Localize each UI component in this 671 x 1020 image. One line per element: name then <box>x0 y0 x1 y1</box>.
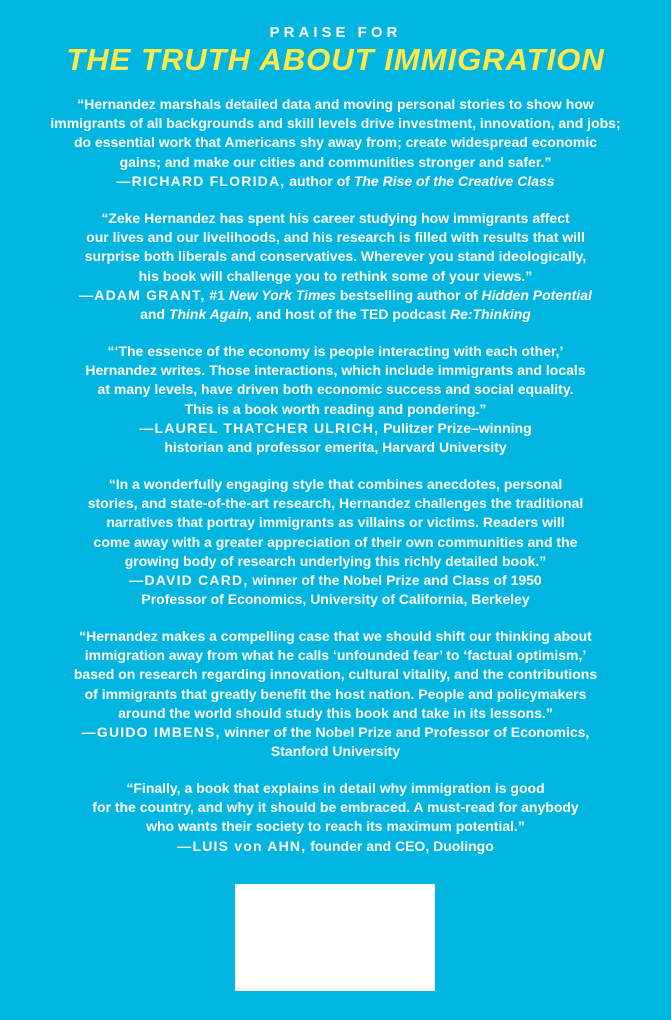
attribution-dash: — <box>79 286 95 303</box>
attribution-text: and host of the TED podcast <box>252 306 450 323</box>
blurb-quote-line: “‘The essence of the economy is people interacting with each other,’ <box>107 343 564 359</box>
blurb-richard-florida <box>20 95 651 191</box>
attribution-book: Think Again, <box>168 306 253 323</box>
attribution-name: ADAM GRANT, <box>94 286 206 303</box>
blurb-attribution <box>20 172 651 191</box>
praise-kicker: PRAISE FOR <box>269 24 402 41</box>
blurb-laurel-thatcher-ulrich <box>20 342 651 457</box>
blurb-quote-line: at many levels, have driven both economic success and social equality. <box>97 381 574 398</box>
attribution-name: LUIS von AHN, <box>192 837 307 854</box>
attribution-text: and <box>140 306 169 323</box>
blurb-quote-line: “Zeke Hernandez has spent his career studying how immigrants affect <box>101 210 570 226</box>
blurb-attribution <box>20 286 651 305</box>
attribution-podcast: Re:Thinking <box>449 306 531 323</box>
blurb-attribution-line2: Stanford University <box>270 743 401 760</box>
blurb-luis-von-ahn <box>20 779 651 856</box>
attribution-dash: — <box>81 724 97 741</box>
attribution-text: #1 <box>205 286 229 303</box>
blurb-adam-grant <box>20 209 651 324</box>
attribution-text: bestselling author of <box>335 286 482 303</box>
attribution-dash: — <box>116 172 132 189</box>
attribution-book: The Rise of the Creative Class <box>353 172 555 189</box>
attribution-dash: — <box>177 837 193 854</box>
book-title: THE TRUTH ABOUT IMMIGRATION <box>66 42 605 77</box>
blurb-quote-line: our lives and our livelihoods, and his research is filled with results that will <box>86 229 585 246</box>
blurb-quote-line: do essential work that Americans shy away from; create widespread economic <box>73 134 598 151</box>
blurb-david-card <box>20 475 651 609</box>
attribution-name: DAVID CARD, <box>144 572 249 589</box>
blurb-quote-line: surprise both liberals and conservatives. Wherever you stand ideologically, <box>84 248 587 265</box>
attribution-text: author of <box>285 172 354 189</box>
attribution-name: RICHARD FLORIDA, <box>131 172 286 189</box>
attribution-name: LAUREL THATCHER ULRICH, <box>154 419 380 436</box>
blurb-quote-line: come away with a greater appreciation of their own communities and the <box>93 533 578 550</box>
blurb-quote-line: gains; and make our cities and communities stronger and safer.” <box>119 153 552 170</box>
blurb-quote-line: stories, and state-of-the-art research, Hernandez challenges the traditional <box>87 495 584 512</box>
blurb-quote-line: “Hernandez makes a compelling case that we should shift our thinking about <box>79 628 592 644</box>
blurb-attribution <box>20 419 651 438</box>
blurb-quote-line: for the country, and why it should be embraced. A must-read for anybody <box>92 799 579 816</box>
attribution-text: Pulitzer Prize–winning <box>379 419 532 436</box>
attribution-text: winner of the Nobel Prize and Professor of Economics, <box>220 724 590 741</box>
barcode-placeholder-box <box>235 884 435 991</box>
blurb-attribution-line2: Professor of Economics, University of California, Berkeley <box>141 591 530 608</box>
attribution-dash: — <box>129 572 145 589</box>
blurb-attribution-line2 <box>20 305 651 324</box>
blurb-quote-line: of immigrants that greatly benefit the host nation. People and policymakers <box>84 685 587 702</box>
blurb-quote-line: his book will challenge you to rethink some of your views.” <box>138 267 533 284</box>
blurb-quote-line: growing body of research underlying this richly detailed book.” <box>124 552 547 569</box>
blurb-quote-line: based on research regarding innovation, cultural vitality, and the contributions <box>73 666 598 683</box>
blurb-attribution <box>20 837 651 856</box>
blurb-quote-line: Hernandez writes. Those interactions, which include immigrants and locals <box>85 362 586 379</box>
blurb-quote-line: “In a wonderfully engaging style that combines anecdotes, personal <box>108 476 563 492</box>
attribution-text: winner of the Nobel Prize and Class of 1950 <box>248 572 542 589</box>
blurb-quote-line: immigrants of all backgrounds and skill levels drive investment, innovation, and jobs; <box>50 115 621 132</box>
blurb-guido-imbens <box>20 627 651 761</box>
blurb-quote-line: narratives that portray immigrants as villains or victims. Readers will <box>106 514 565 531</box>
attribution-publication: New York Times <box>228 286 336 303</box>
blurb-attribution <box>20 571 651 590</box>
blurb-quote-line: This is a book worth reading and pondering.” <box>184 400 487 417</box>
blurb-attribution-line2: historian and professor emerita, Harvard University <box>164 439 507 456</box>
attribution-dash: — <box>139 419 155 436</box>
attribution-text: founder and CEO, Duolingo <box>306 837 494 854</box>
attribution-book: Hidden Potential <box>481 286 592 303</box>
attribution-name: GUIDO IMBENS, <box>96 724 221 741</box>
blurb-quote-line: “Finally, a book that explains in detail why immigration is good <box>126 780 545 796</box>
blurb-quote-line: “Hernandez marshals detailed data and moving personal stories to show how <box>77 96 594 112</box>
blurb-quote-line: around the world should study this book and take in its lessons.” <box>118 704 553 721</box>
blurb-quote-line: who wants their society to reach its maximum potential.” <box>146 818 525 835</box>
blurb-attribution <box>20 723 651 742</box>
blurb-quote-line: immigration away from what he calls ‘unfounded fear’ to ‘factual optimism,’ <box>84 647 587 664</box>
